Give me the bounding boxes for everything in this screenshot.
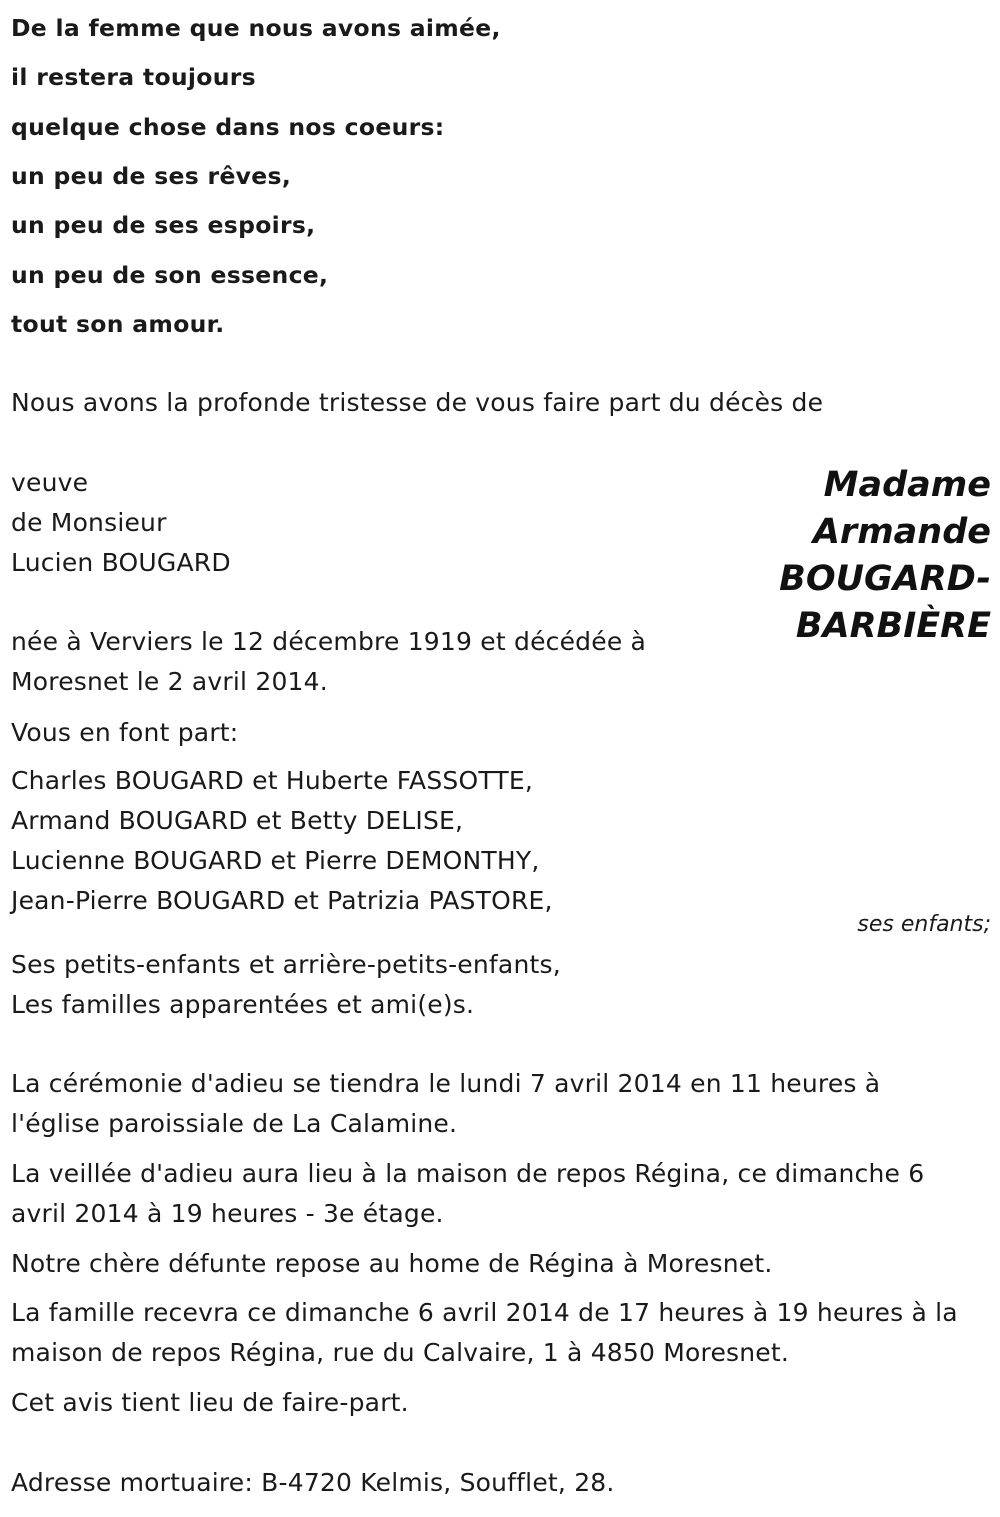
- child-entry: Lucienne BOUGARD et Pierre DEMONTHY,: [11, 846, 540, 875]
- notice-text: Cet avis tient lieu de faire-part.: [11, 1388, 409, 1417]
- deceased-name-line: BOUGARD-: [779, 559, 991, 599]
- reception-line: maison de repos Régina, rue du Calvaire, 1 à 4850 Moresnet.: [11, 1338, 790, 1367]
- vigil-line: avril 2014 à 19 heures - 3e étage.: [11, 1199, 444, 1228]
- child-entry: Armand BOUGARD et Betty DELISE,: [11, 806, 464, 835]
- deceased-name-line: BARBIÈRE: [795, 606, 991, 646]
- poem-line: un peu de ses espoirs,: [11, 211, 316, 239]
- poem-line: un peu de son essence,: [11, 261, 329, 289]
- ceremony-line: La cérémonie d'adieu se tiendra le lundi 7 avril 2014 en 11 heures à: [11, 1069, 881, 1098]
- birth-death-line: née à Verviers le 12 décembre 1919 et décédée à: [11, 627, 647, 656]
- child-entry: Charles BOUGARD et Huberte FASSOTTE,: [11, 766, 534, 795]
- deceased-name: [779, 462, 991, 650]
- poem-line: De la femme que nous avons aimée,: [11, 14, 501, 42]
- poem-line: tout son amour.: [11, 310, 225, 338]
- ceremony-line: l'église paroissiale de La Calamine.: [11, 1109, 458, 1138]
- vigil-line: La veillée d'adieu aura lieu à la maison de repos Régina, ce dimanche 6: [11, 1159, 925, 1188]
- poem-line: il restera toujours: [11, 63, 256, 91]
- rests-text: Notre chère défunte repose au home de Régina à Moresnet.: [11, 1249, 773, 1278]
- notifying-intro: Vous en font part:: [11, 718, 239, 747]
- reception-line: La famille recevra ce dimanche 6 avril 2014 de 17 heures à 19 heures à la: [11, 1298, 958, 1327]
- deceased-name-line: Madame: [823, 465, 991, 505]
- widow-line: Lucien BOUGARD: [11, 548, 231, 577]
- children-role: ses enfants;: [857, 912, 991, 937]
- relatives-line: Les familles apparentées et ami(e)s.: [11, 990, 475, 1019]
- widow-line: de Monsieur: [11, 508, 167, 537]
- announcement-text: Nous avons la profonde tristesse de vous faire part du décès de: [11, 388, 824, 417]
- poem-line: un peu de ses rêves,: [11, 162, 292, 190]
- deceased-name-line: Armande: [812, 512, 991, 552]
- mortuary-address: Adresse mortuaire: B-4720 Kelmis, Soufflet, 28.: [11, 1468, 615, 1497]
- relatives-line: Ses petits-enfants et arrière-petits-enfants,: [11, 950, 561, 979]
- birth-death-line: Moresnet le 2 avril 2014.: [11, 667, 328, 696]
- poem-line: quelque chose dans nos coeurs:: [11, 113, 445, 141]
- widow-line: veuve: [11, 468, 89, 497]
- child-entry: Jean-Pierre BOUGARD et Patrizia PASTORE,: [11, 886, 553, 915]
